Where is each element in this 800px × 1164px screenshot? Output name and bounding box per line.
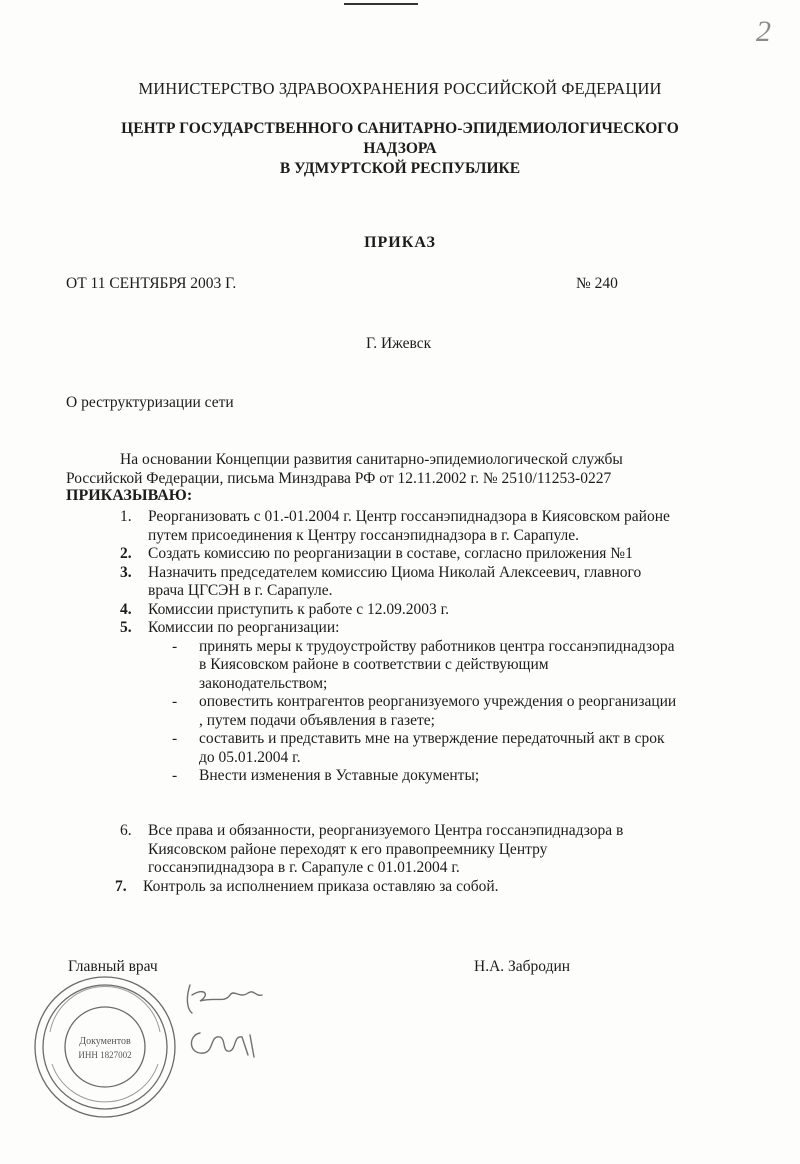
order-item bbox=[120, 564, 760, 601]
basis-line: Российской Федерации, письма Минздрава РФ от 12.11.2002 г. № 2510/11253-0227 bbox=[66, 470, 612, 487]
order-number: № 240 bbox=[576, 275, 618, 292]
item-line: врача ЦГСЭН в г. Сарапуле. bbox=[148, 582, 333, 599]
organization-heading-line: НАДЗОРА bbox=[363, 140, 437, 157]
basis-line: На основании Концепции развития санитарно-эпидемиологической службы bbox=[120, 451, 623, 468]
item-number: 1. bbox=[120, 508, 132, 525]
item-line: Киясовском районе переходят к его правопреемнику Центру bbox=[148, 840, 548, 858]
order-item bbox=[120, 822, 760, 878]
order-item bbox=[120, 545, 760, 564]
item-number: 7. bbox=[115, 877, 127, 895]
order-basis bbox=[66, 450, 746, 488]
item-text bbox=[148, 564, 641, 601]
order-city: Г. Ижевск bbox=[366, 335, 432, 352]
subitem-dash: - bbox=[172, 693, 178, 710]
item-text bbox=[148, 545, 633, 564]
order-items-list bbox=[120, 508, 760, 786]
order-directive: ПРИКАЗЫВАЮ: bbox=[66, 487, 193, 504]
stamp-text: ИНН 1827002 bbox=[78, 1050, 132, 1060]
subitem-line: законодательством; bbox=[199, 674, 328, 692]
order-items-list-continued bbox=[115, 822, 760, 896]
order-item bbox=[120, 601, 760, 620]
item-number: 2. bbox=[120, 545, 132, 562]
subitem-text bbox=[199, 730, 665, 767]
order-item bbox=[120, 508, 760, 545]
subitem-dash: - bbox=[172, 637, 178, 655]
item-text bbox=[148, 619, 339, 638]
subitem-line: составить и представить мне на утверждение передаточный акт в срок bbox=[199, 730, 665, 747]
official-stamp bbox=[30, 972, 180, 1122]
order-subitem bbox=[172, 638, 760, 694]
item-line: Назначить председателем комиссию Циома Николай Алексеевич, главного bbox=[148, 563, 642, 581]
subitem-dash: - bbox=[172, 730, 178, 747]
item-line: Создать комиссию по реорганизации в составе, согласно приложения №1 bbox=[148, 545, 633, 562]
item-line: Реорганизовать с 01.-01.2004 г. Центр госсанэпиднадзора в Киясовском районе bbox=[148, 508, 670, 525]
item-text bbox=[143, 878, 499, 897]
item-text bbox=[148, 508, 670, 545]
order-subitem bbox=[172, 693, 760, 730]
scan-artifact-line bbox=[344, 3, 418, 5]
item-number: 5. bbox=[120, 619, 132, 636]
signatory-title: Главный врач bbox=[68, 958, 158, 975]
order-item bbox=[120, 619, 760, 638]
subitem-line: в Киясовском районе в соответствии с действующим bbox=[199, 656, 549, 673]
subitem-text bbox=[199, 693, 676, 730]
subitem-line: , путем подачи объявления в газете; bbox=[199, 711, 435, 729]
item-number: 3. bbox=[120, 563, 132, 581]
subitem-text bbox=[199, 638, 674, 694]
order-title: ПРИКАЗ bbox=[364, 234, 436, 251]
organization-heading bbox=[0, 119, 800, 179]
subitem-line: принять меры к трудоустройству работников центра госсанэпиднадзора bbox=[199, 637, 675, 655]
signatory-name: Н.А. Забродин bbox=[474, 958, 571, 975]
page-number-mark: 2 bbox=[756, 15, 771, 48]
order-date: ОТ 11 СЕНТЯБРЯ 2003 Г. bbox=[66, 275, 237, 292]
item-line: Комиссии приступить к работе с 12.09.2003 г. bbox=[148, 600, 450, 618]
subitem-line: оповестить контрагентов реорганизуемого учреждения о реорганизации bbox=[199, 693, 677, 710]
order-subitem bbox=[172, 767, 760, 786]
item-number: 6. bbox=[120, 822, 132, 839]
item-line: госсанэпиднадзора в г. Сарапуле с 01.01.2004 г. bbox=[148, 859, 460, 876]
organization-heading-line: В УДМУРТСКОЙ РЕСПУБЛИКЕ bbox=[279, 160, 521, 177]
stamp-text: Документов bbox=[79, 1036, 131, 1047]
ministry-heading: МИНИСТЕРСТВО ЗДРАВООХРАНЕНИЯ РОССИЙСКОЙ ФЕДЕРАЦИИ bbox=[138, 79, 662, 98]
handwritten-signature bbox=[170, 975, 280, 1070]
order-subitem bbox=[172, 730, 760, 767]
organization-heading-line: ЦЕНТР ГОСУДАРСТВЕННОГО САНИТАРНО-ЭПИДЕМИОЛОГИЧЕСКОГО bbox=[121, 120, 679, 137]
subitem-dash: - bbox=[172, 767, 178, 784]
item-line: Контроль за исполнением приказа оставляю за собой. bbox=[143, 877, 499, 895]
subitem-line: Внести изменения в Уставные документы; bbox=[199, 767, 480, 784]
item-text bbox=[148, 822, 623, 878]
subitem-text bbox=[199, 767, 479, 786]
item-text bbox=[148, 601, 449, 620]
order-item bbox=[115, 878, 760, 897]
item-line: Комиссии по реорганизации: bbox=[148, 619, 340, 636]
order-subject: О реструктуризации сети bbox=[66, 394, 234, 411]
subitem-line: до 05.01.2004 г. bbox=[199, 748, 301, 766]
item-line: Все права и обязанности, реорганизуемого Центра госсанэпиднадзора в bbox=[148, 822, 624, 839]
item-line: путем присоединения к Центру госсанэпиднадзора в г. Сарапуле. bbox=[148, 526, 580, 544]
item-number: 4. bbox=[120, 600, 132, 618]
